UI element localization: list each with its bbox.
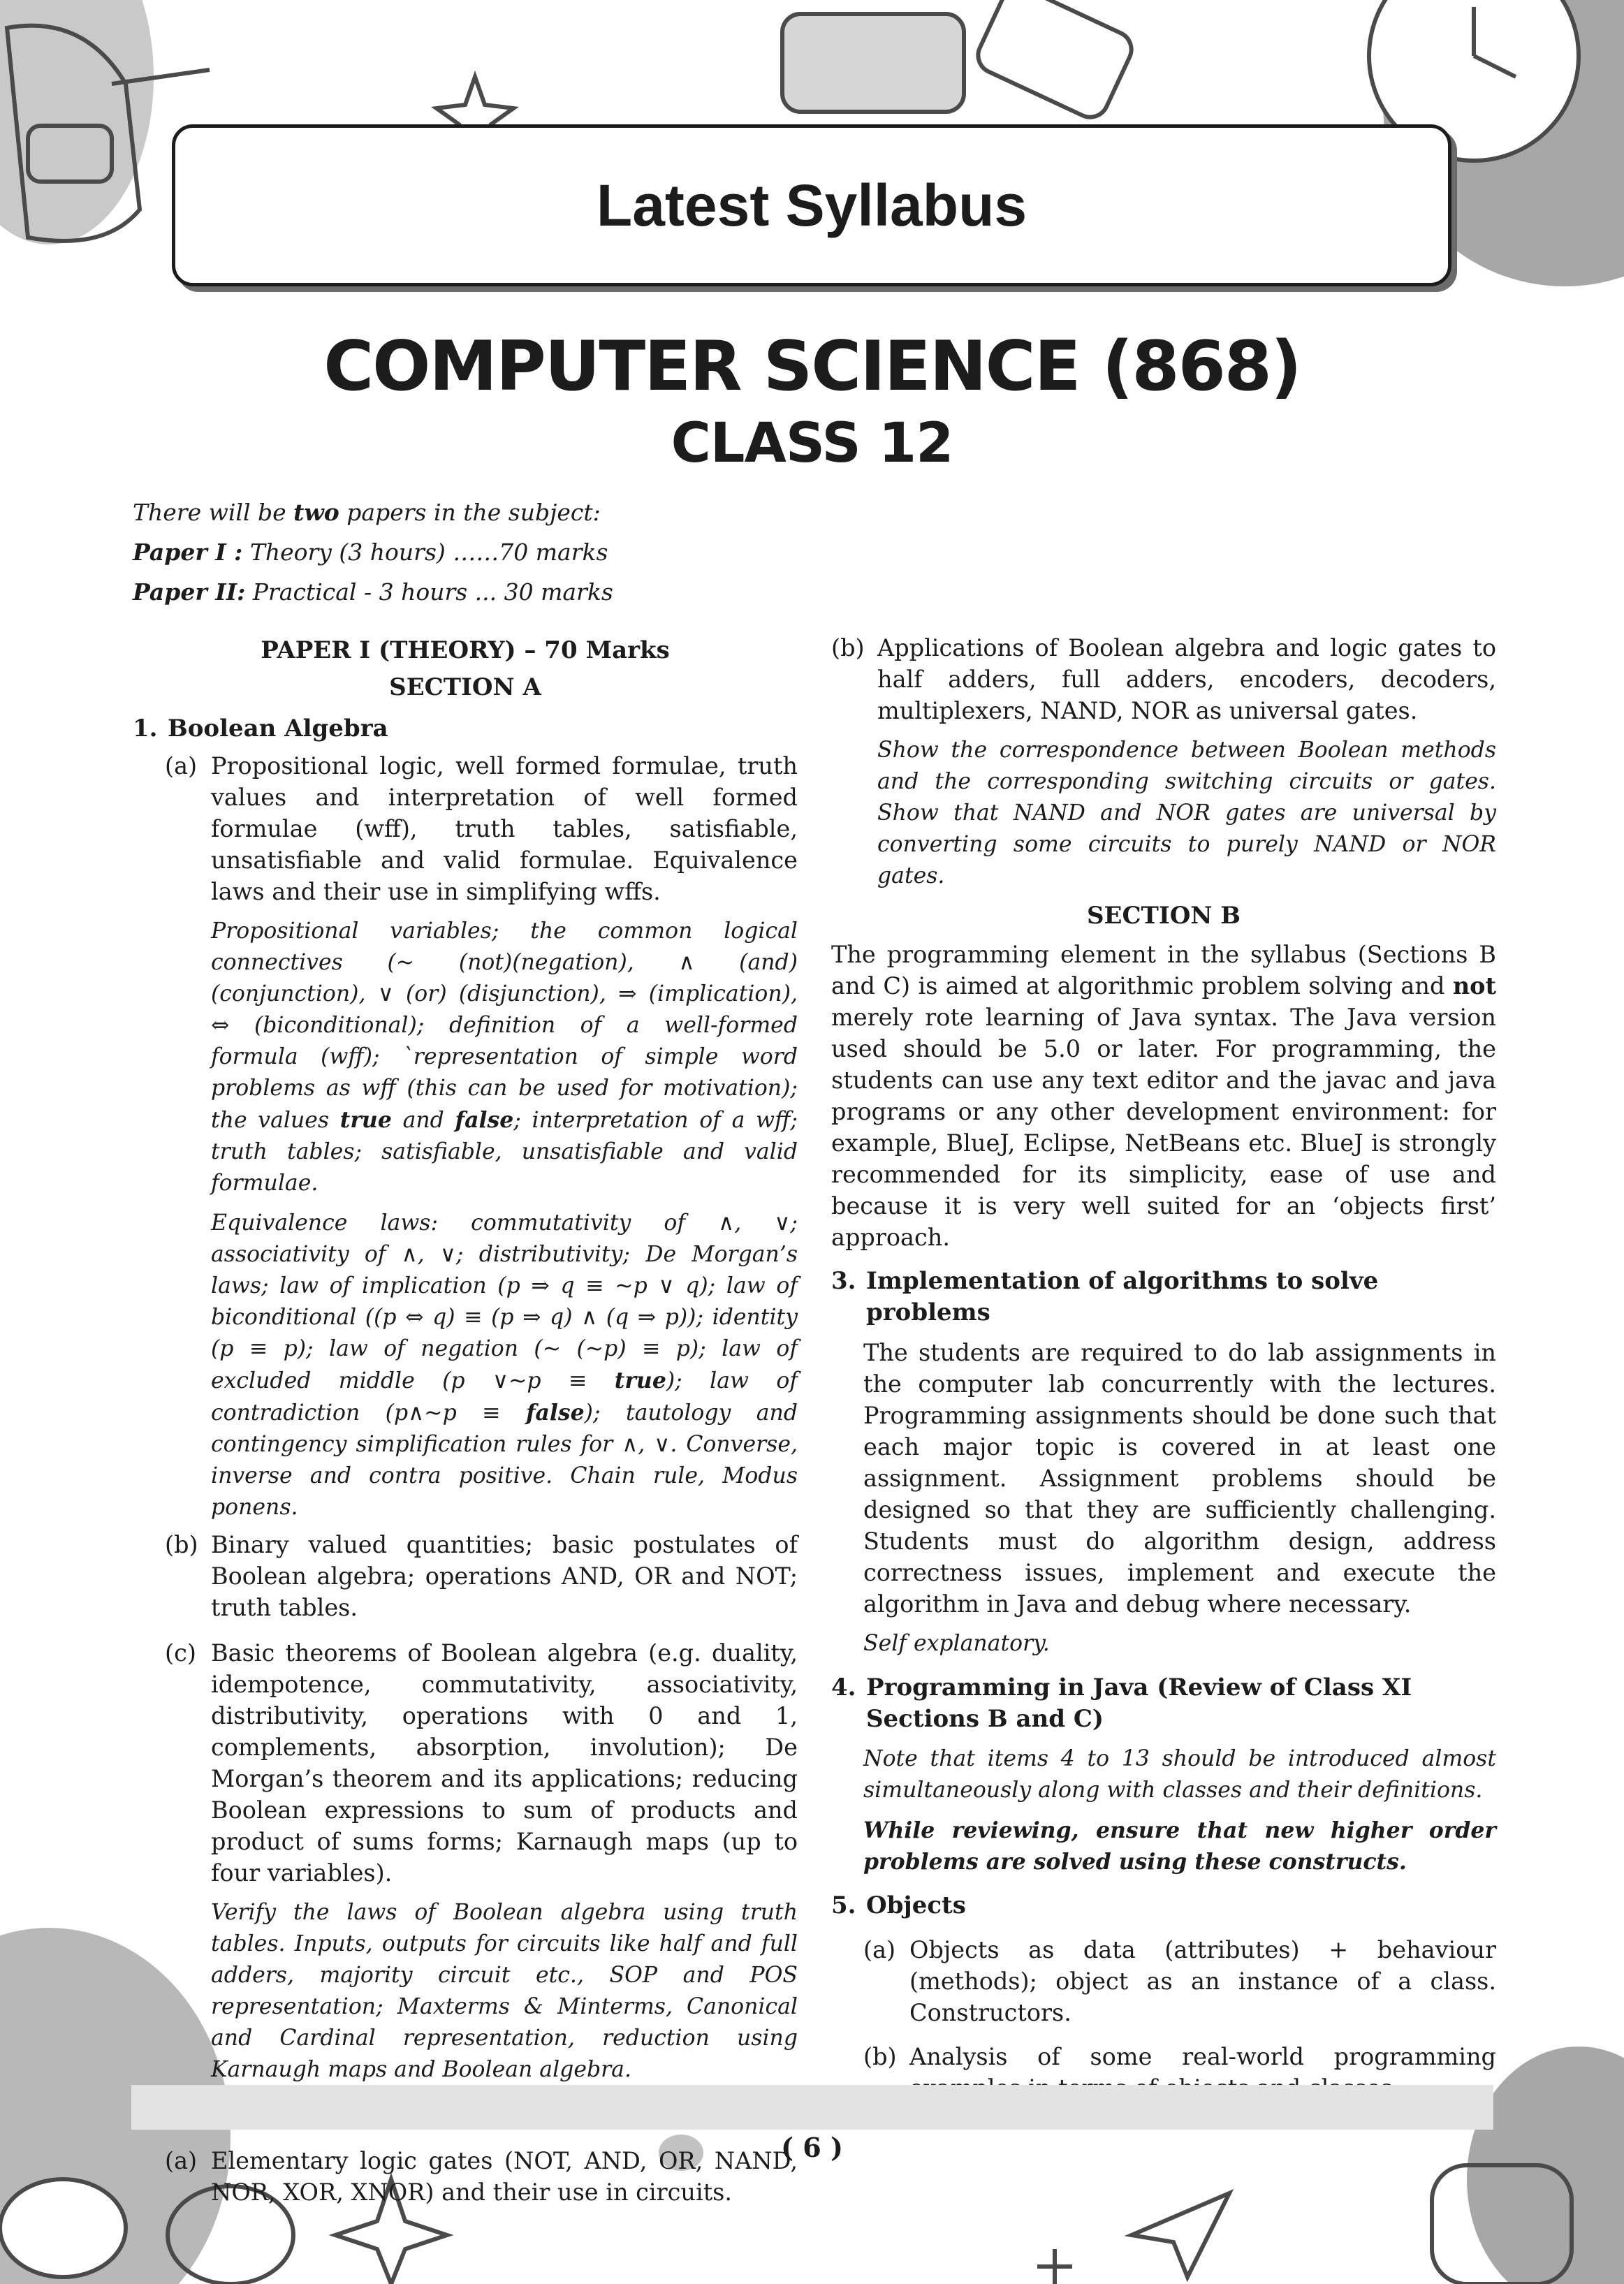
italic-note: Show the correspondence between Boolean methods and the corresponding switching circuits or gates. Show that NAND and NOR gates are universal by converting some circuits to purely NAND or NOR gates. xyxy=(877,738,1496,888)
note-bold: false xyxy=(455,1107,514,1133)
italic-note: Note that items 4 to 13 should be introduced almost simultaneously along with classes and their definitions. xyxy=(863,1746,1496,1803)
footer-bar xyxy=(131,2085,1493,2130)
note-text: Equivalence laws: commutativity of ∧, ∨; associativity of ∧, ∨; distributivity; De Morgan’s laws; law of implication (p ⇒ q ≡ ~p ∨ q); law of biconditional ((p ⇔ q) ≡ (p ⇒ q) ∧ (q ⇒ p)); identity (p ≡ p); law of negation (~ (~p) ≡ p); law of excluded middle (p ∨~p ≡ xyxy=(211,1210,798,1393)
topic-number: 1. xyxy=(133,715,158,742)
subitem-label: (b) xyxy=(863,2043,897,2070)
italic-note: Verify the laws of Boolean algebra using truth tables. Inputs, outputs for circuits like half and full adders, majority circuit etc., SOP and POS representation; Maxterms & Minterms, Canonical and Cardinal representation, reduction using Karnaugh maps and Boolean algebra. xyxy=(211,1900,798,2082)
subitem-label: (b) xyxy=(165,1531,198,1558)
paper1-text: Theory (3 hours) ……70 marks xyxy=(242,539,608,566)
subitem-text: Binary valued quantities; basic postulates of Boolean algebra; operations AND, OR and NOT; truth tables. xyxy=(211,1531,798,1621)
italic-note xyxy=(211,1208,798,1523)
note-text: Propositional variables; the common logical connectives (~ (not)(negation), ∧ (and)(conjunction), ∨ (or) (disjunction), ⇒ (implication), ⇔ (biconditional); definition of a well-formed formula (wff); `representation of simple word problems as wff (this can be used for motivation); the values xyxy=(211,918,798,1133)
topic-number: 4. xyxy=(831,1674,856,1701)
subitem-label: (b) xyxy=(831,634,865,661)
topic-title: Implementation of algorithms to solve problems xyxy=(866,1267,1379,1326)
topic-number: 3. xyxy=(831,1267,856,1295)
note-bold: true xyxy=(614,1368,666,1393)
subitem-text: Propositional logic, well formed formulae, truth values and interpretation of well formed formulae (wff), truth tables, satisfiable, unsatisfiable and valid formulae. Equivalence laws and their use in simplifying wffs. xyxy=(211,752,798,905)
section-b-intro xyxy=(831,939,1496,1253)
note-text: and xyxy=(391,1108,455,1133)
intro-text: papers in the subject: xyxy=(339,499,601,526)
subitem xyxy=(799,632,1496,726)
paper1-line xyxy=(133,532,613,572)
subitem xyxy=(133,750,798,907)
left-column xyxy=(133,632,798,2208)
subitem xyxy=(133,1529,798,1623)
intro-block xyxy=(133,492,613,612)
page-number: ( 6 ) xyxy=(781,2132,843,2163)
italic-bold-note: While reviewing, ensure that new higher order problems are solved using these constructs. xyxy=(863,1817,1496,1875)
note-text: ); tautology and contingency simplification rules for ∧, ∨. Converse, inverse and contra positive. Chain rule, Modus ponens. xyxy=(211,1400,798,1520)
banner-title: Latest Syllabus xyxy=(596,172,1027,238)
subitem-label: (c) xyxy=(165,1639,196,1667)
note-bold: true xyxy=(339,1107,392,1133)
subitem xyxy=(133,1637,798,1889)
subitem-label: (a) xyxy=(165,2147,198,2174)
subitem xyxy=(831,1934,1496,2028)
para-bold: not xyxy=(1452,972,1496,1000)
section-b-heading: SECTION B xyxy=(1086,902,1241,930)
subitem-text: Basic theorems of Boolean algebra (e.g. duality, idempotence, commutativity, associativity, distributivity, operations with 0 and 1, complements, absorption, involution); De Morgan’s theorem and its applications; reducing Boolean expressions to sum of products and product of sums forms; Karnaugh maps (up to four variables). xyxy=(211,1639,798,1887)
subitem-label: (a) xyxy=(165,752,198,779)
subitem-label: (a) xyxy=(863,1936,896,1963)
italic-note: Self explanatory. xyxy=(863,1631,1050,1656)
book-doodle xyxy=(782,0,1137,123)
intro-emphasis: two xyxy=(293,499,339,526)
subject-title: COMPUTER SCIENCE (868) xyxy=(323,327,1301,407)
subitem-text: Applications of Boolean algebra and logic gates to half adders, full adders, encoders, decoders, multiplexers, NAND, NOR as universal gates. xyxy=(877,634,1496,724)
topic-title: Objects xyxy=(866,1891,966,1919)
paper2-label: Paper II: xyxy=(133,578,246,606)
subitem-text: Elementary logic gates (NOT, AND, OR, NAND, NOR, XOR, XNOR) and their use in circuits. xyxy=(211,2147,798,2206)
plus-doodle xyxy=(1037,2249,1072,2284)
intro-text: There will be xyxy=(133,499,294,526)
paper2-text: Practical - 3 hours ... 30 marks xyxy=(245,578,613,606)
note-text: ; interpretation of a wff; truth tables; satisfiable, unsatisfiable and valid formulae. xyxy=(211,1108,798,1196)
topic-heading xyxy=(831,1672,1496,1735)
topic-heading xyxy=(831,1890,1496,1921)
paper-plane-doodle xyxy=(1132,2193,1229,2277)
topic-title: Programming in Java (Review of Class XI Sections B and C) xyxy=(866,1674,1412,1733)
topic-text: The students are required to do lab assignments in the computer lab concurrently with the lectures. Programming assignments should be done such that each major topic is covered in at least one assignment. Assignment problems should be designed so that they are sufficiently challenging. Students must do algorithm design, address correctness issues, implement and execute the algorithm in Java and debug where necessary. xyxy=(863,1339,1496,1618)
paper2-line xyxy=(133,572,613,612)
subitem-text: Objects as data (attributes) + behaviour (methods); object as an instance of a class. Constructors. xyxy=(909,1936,1496,2026)
topic-title: Boolean Algebra xyxy=(168,715,388,742)
header-banner xyxy=(172,124,1451,286)
intro-line xyxy=(133,492,613,532)
paper1-label: Paper I : xyxy=(133,539,243,566)
subitem-text: Analysis of some real-world programming xyxy=(909,2043,1496,2070)
topic-heading xyxy=(133,713,798,745)
class-title: CLASS 12 xyxy=(671,412,953,475)
note-text: ); law of contradiction (p∧~p ≡ xyxy=(211,1368,798,1426)
para-text: merely rote learning of Java syntax. The Java version used should be 5.0 or later. For programming, the students can use any text editor and the javac and java programs or any other development environment: for example, BlueJ, Eclipse, NetBeans etc. BlueJ is strongly recommended for its simplicity, ease of use and because it is very well suited for an ‘objects first’ approach. xyxy=(831,1004,1496,1251)
italic-note xyxy=(211,916,798,1199)
section-a-heading: SECTION A xyxy=(389,673,541,701)
topic-heading xyxy=(831,1266,1496,1328)
note-bold: false xyxy=(525,1400,585,1426)
topic-number: 5. xyxy=(831,1891,856,1919)
para-text: The programming element in the syllabus (Sections B and C) is aimed at algorithmic problem solving and xyxy=(831,941,1496,1000)
paper-heading: PAPER I (THEORY) – 70 Marks xyxy=(261,636,670,664)
right-column xyxy=(831,632,1496,2104)
